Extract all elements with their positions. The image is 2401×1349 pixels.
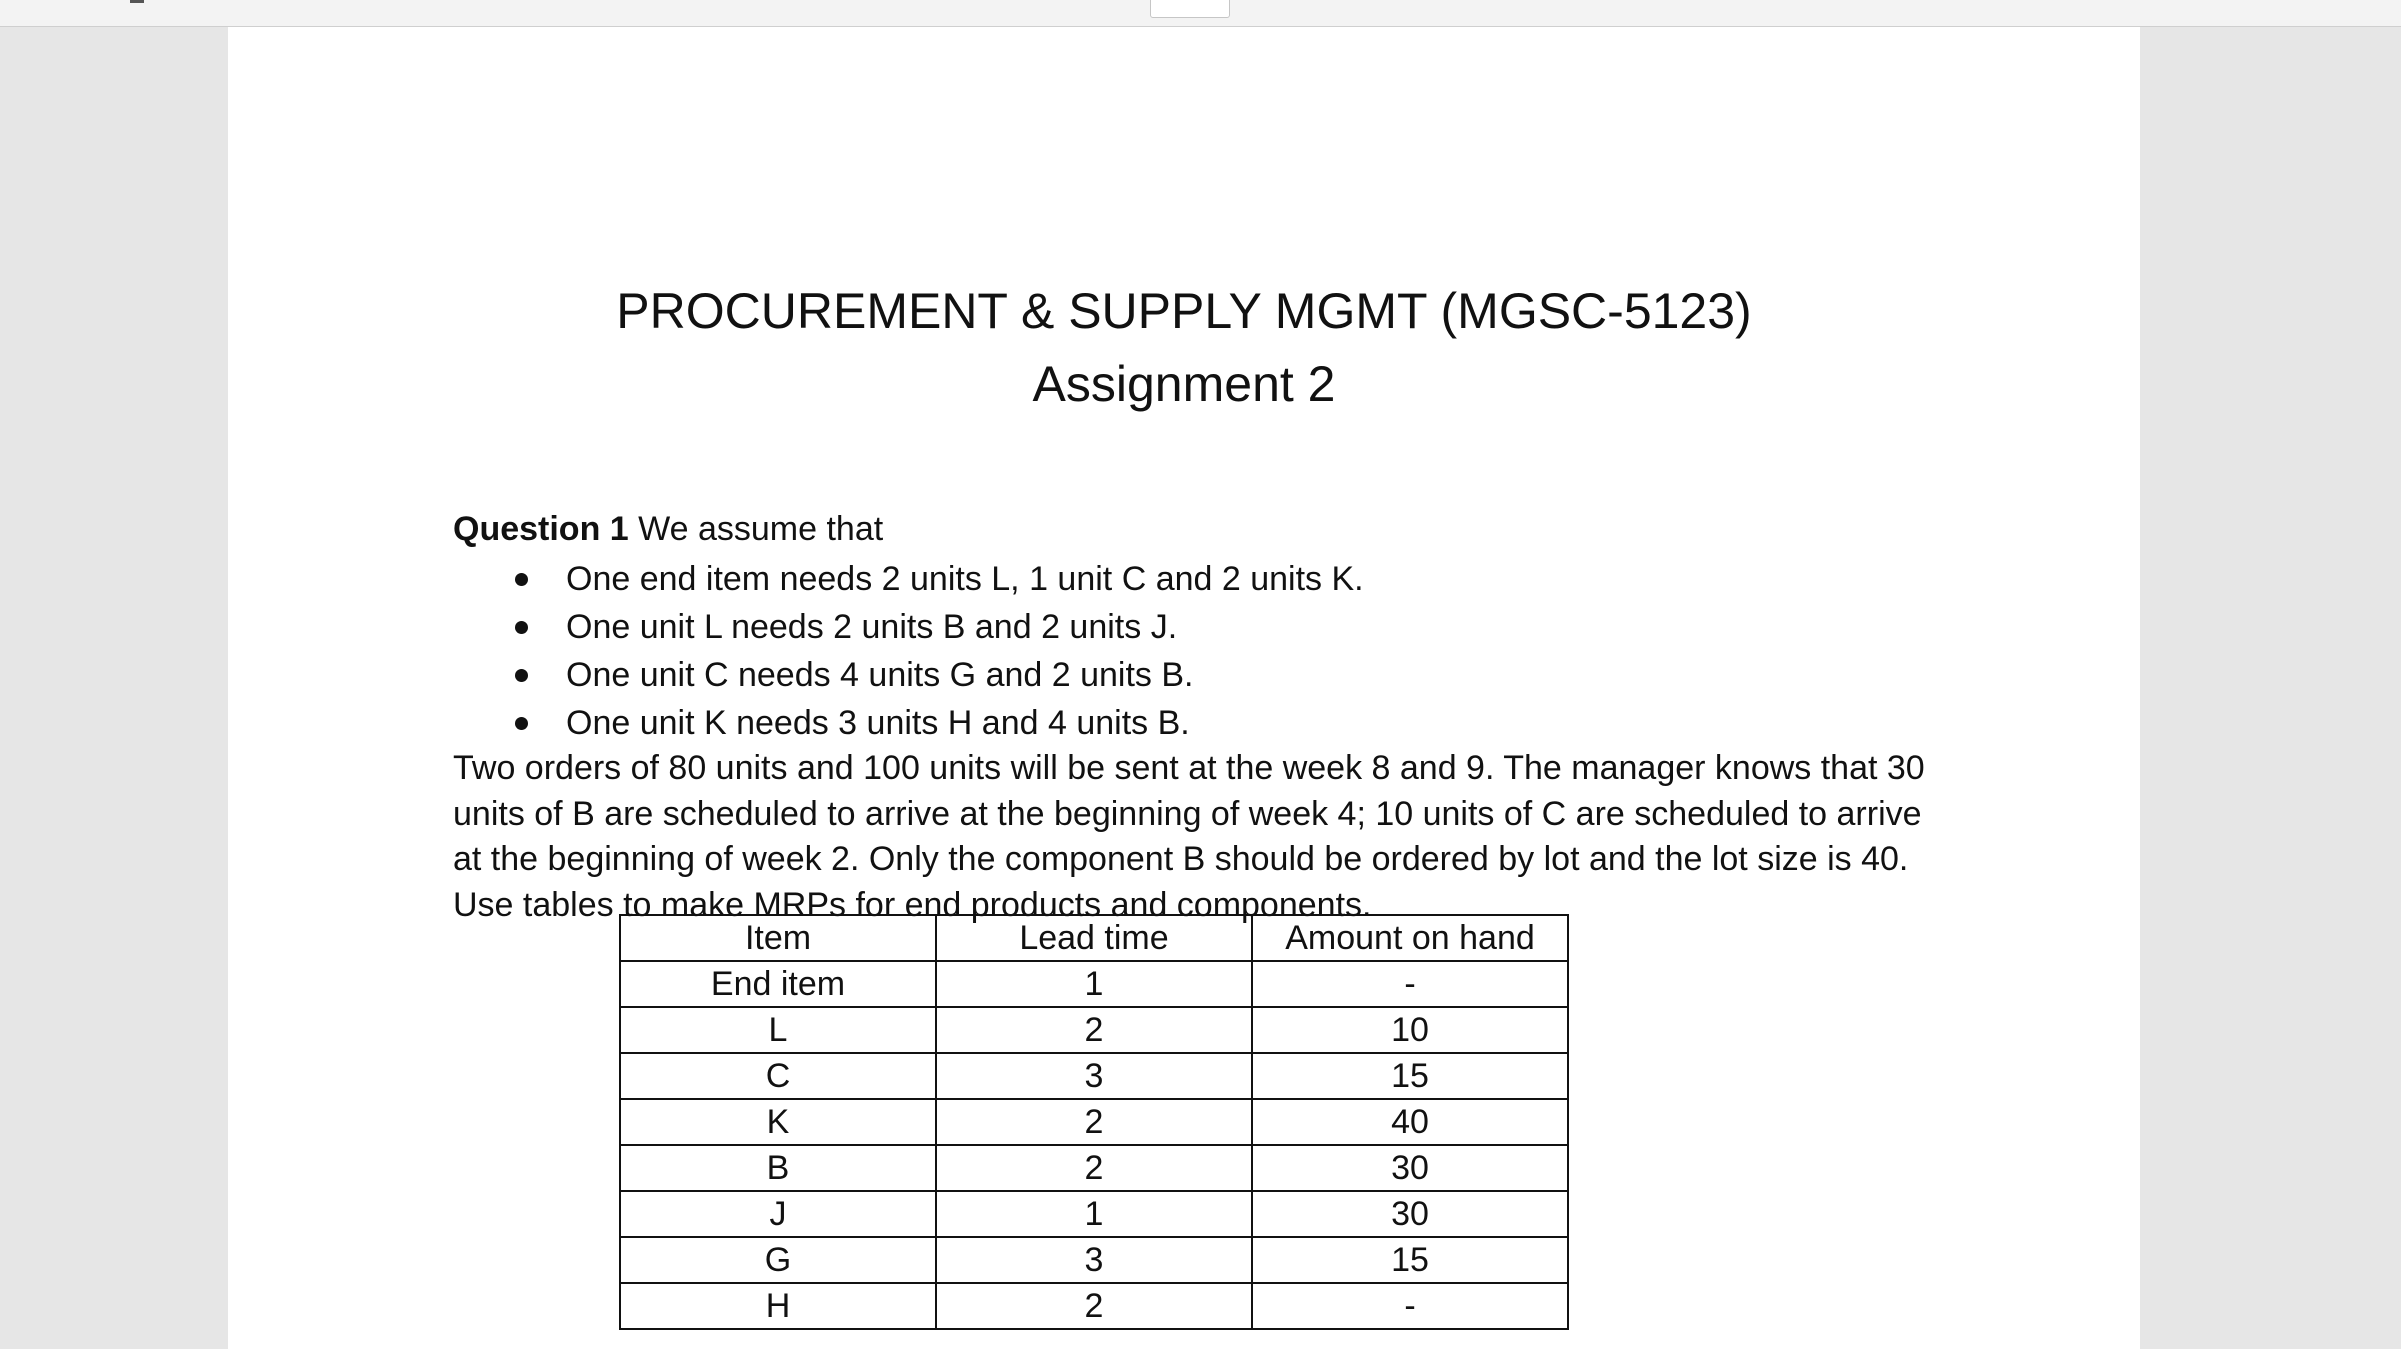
table-cell: 15 <box>1252 1237 1568 1283</box>
table-cell: 2 <box>936 1283 1252 1329</box>
table-cell: 15 <box>1252 1053 1568 1099</box>
bullet-icon <box>515 573 528 586</box>
table-row <box>620 1145 1568 1191</box>
table-row <box>620 1053 1568 1099</box>
bullet-icon <box>515 669 528 682</box>
table-header-row <box>620 915 1568 961</box>
page-number-box[interactable] <box>1150 0 1230 18</box>
list-item <box>453 603 1364 651</box>
table-row <box>620 1007 1568 1053</box>
question-label: Question 1 <box>453 510 629 548</box>
table-row <box>620 1283 1568 1329</box>
table-cell: 30 <box>1252 1191 1568 1237</box>
question-paragraph: Two orders of 80 units and 100 units will be sent at the week 8 and 9. The manager knows that 30 units of B are scheduled to arrive at the beginning of week 4; 10 units of C are scheduled to arrive at the beginning of week 2. Only the component B should be ordered by lot and the lot size is 40. Use tables to make MRPs for end products and components. <box>453 749 1925 924</box>
table-cell: 2 <box>936 1099 1252 1145</box>
table-cell: B <box>620 1145 936 1191</box>
list-item <box>453 651 1364 699</box>
list-item <box>453 699 1364 747</box>
table-cell: J <box>620 1191 936 1237</box>
table-cell: K <box>620 1099 936 1145</box>
table-cell: - <box>1252 1283 1568 1329</box>
column-header-amount-on-hand: Amount on hand <box>1252 915 1568 961</box>
question-intro: We assume that <box>628 510 884 548</box>
bullet-text: One unit K needs 3 units H and 4 units B. <box>566 704 1190 742</box>
table-cell: H <box>620 1283 936 1329</box>
bullet-icon <box>515 621 528 634</box>
table-row <box>620 1099 1568 1145</box>
bullet-list <box>453 555 1364 747</box>
toolbar <box>0 0 2401 27</box>
table-cell: 30 <box>1252 1145 1568 1191</box>
table-cell: L <box>620 1007 936 1053</box>
table-cell: 2 <box>936 1145 1252 1191</box>
table-cell: 1 <box>936 1191 1252 1237</box>
table-cell: 40 <box>1252 1099 1568 1145</box>
document-title: PROCUREMENT & SUPPLY MGMT (MGSC-5123) <box>616 283 1752 339</box>
bullet-text: One unit L needs 2 units B and 2 units J. <box>566 608 1178 646</box>
document-page <box>228 27 2140 1349</box>
table-cell: C <box>620 1053 936 1099</box>
toolbar-mark <box>130 0 144 3</box>
document-subtitle: Assignment 2 <box>1032 356 1336 412</box>
table-cell: 3 <box>936 1237 1252 1283</box>
column-header-lead-time: Lead time <box>936 915 1252 961</box>
table-cell: End item <box>620 961 936 1007</box>
table-cell: 2 <box>936 1007 1252 1053</box>
table-cell: - <box>1252 961 1568 1007</box>
bullet-icon <box>515 717 528 730</box>
bullet-text: One end item needs 2 units L, 1 unit C and 2 units K. <box>566 560 1364 598</box>
item-table <box>619 914 1569 1330</box>
table-cell: 1 <box>936 961 1252 1007</box>
column-header-item: Item <box>620 915 936 961</box>
table-row <box>620 1191 1568 1237</box>
bullet-text: One unit C needs 4 units G and 2 units B. <box>566 656 1194 694</box>
question-heading <box>453 507 1953 553</box>
table-row <box>620 961 1568 1007</box>
table-cell: G <box>620 1237 936 1283</box>
table-cell: 3 <box>936 1053 1252 1099</box>
table-row <box>620 1237 1568 1283</box>
table-cell: 10 <box>1252 1007 1568 1053</box>
list-item <box>453 555 1364 603</box>
